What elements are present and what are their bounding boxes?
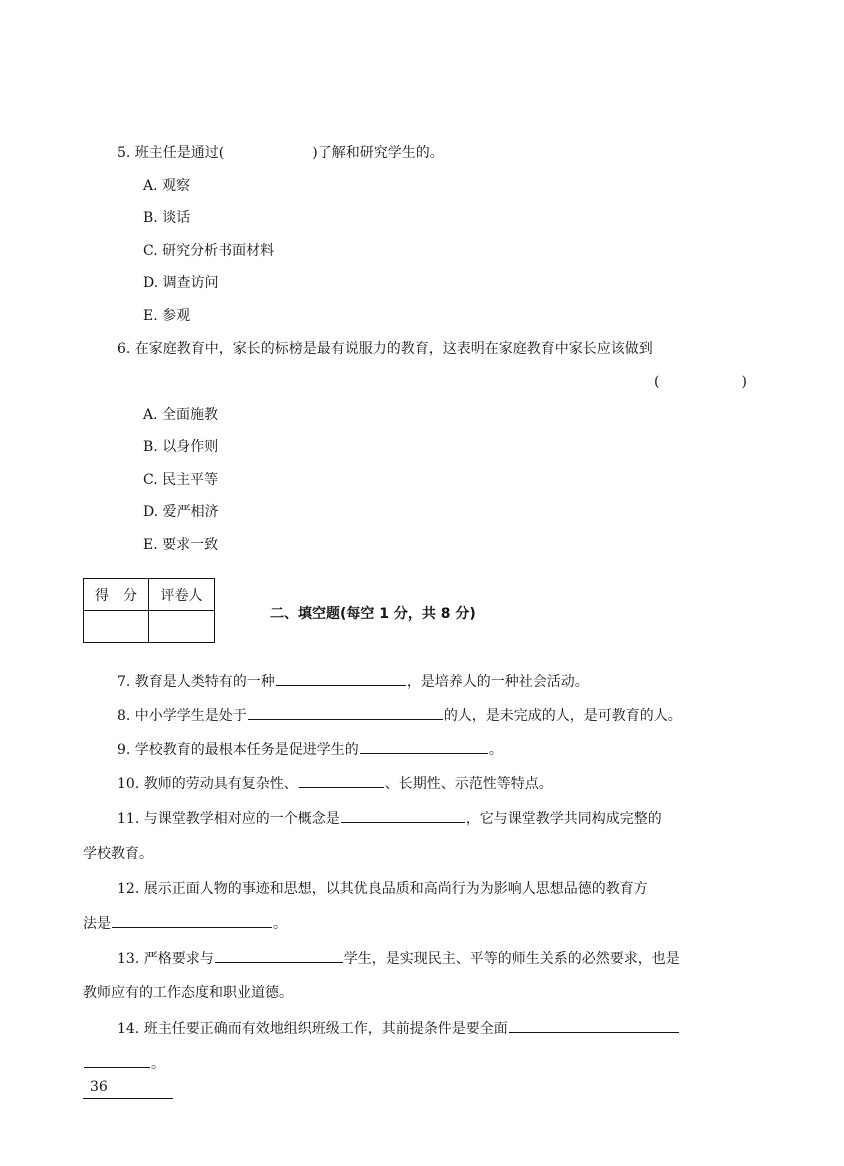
question-12: 12. 展示正面人物的事迹和思想，以其优良品质和高尚行为为影响人思想品德的教育方 xyxy=(117,881,648,897)
answer-blank[interactable] xyxy=(112,913,272,928)
answer-blank[interactable] xyxy=(248,705,443,720)
question-5-option-b: B. 谈话 xyxy=(143,210,191,226)
score-table xyxy=(83,578,215,643)
question-6-option-b: B. 以身作则 xyxy=(143,439,219,455)
grader-cell[interactable] xyxy=(149,611,215,643)
question-13: 13. 严格要求与 学生，是实现民主、平等的师生关系的必然要求，也是 xyxy=(117,948,680,969)
question-8: 8. 中小学学生是处于 的人，是未完成的人，是可教育的人。 xyxy=(117,705,682,726)
question-5-option-d: D. 调查访问 xyxy=(143,275,219,291)
question-5-option-a: A. 观察 xyxy=(143,178,191,194)
section-2-title: 二、填空题(每空 1 分，共 8 分) xyxy=(270,606,476,622)
answer-blank[interactable] xyxy=(84,1053,150,1068)
question-6-answer-paren: ( ) xyxy=(654,374,747,390)
grader-header: 评卷人 xyxy=(149,579,215,611)
question-6-option-a: A. 全面施教 xyxy=(143,407,219,423)
question-6-stem: 6. 在家庭教育中，家长的标榜是最有说服力的教育，这表明在家庭教育中家长应该做到 xyxy=(117,341,653,357)
question-11: 11. 与课堂教学相对应的一个概念是 ，它与课堂教学共同构成完整的 xyxy=(117,808,662,829)
question-10: 10. 教师的劳动具有复杂性、 、长期性、示范性等特点。 xyxy=(117,773,553,794)
score-header: 得 分 xyxy=(84,579,149,611)
question-6-option-d: D. 爱严相济 xyxy=(143,504,219,520)
question-11-continued: 学校教育。 xyxy=(83,846,153,862)
score-cell[interactable] xyxy=(84,611,149,643)
answer-blank[interactable] xyxy=(299,773,384,788)
question-9: 9. 学校教育的最根本任务是促进学生的 。 xyxy=(117,739,503,760)
question-5-option-e: E. 参观 xyxy=(143,308,191,324)
answer-blank[interactable] xyxy=(509,1018,679,1033)
question-13-continued: 教师应有的工作态度和职业道德。 xyxy=(83,985,293,1001)
question-14: 14. 班主任要正确而有效地组织班级工作，其前提条件是要全面 xyxy=(117,1018,680,1039)
footer-rule xyxy=(83,1098,173,1099)
question-5-stem: 5. 班主任是通过( )了解和研究学生的。 xyxy=(117,145,444,161)
question-6-option-e: E. 要求一致 xyxy=(143,537,219,553)
answer-blank[interactable] xyxy=(215,948,343,963)
answer-blank[interactable] xyxy=(360,739,488,754)
question-5-option-c: C. 研究分析书面材料 xyxy=(143,243,275,259)
answer-blank[interactable] xyxy=(276,671,406,686)
answer-blank[interactable] xyxy=(341,808,465,823)
question-6-option-c: C. 民主平等 xyxy=(143,472,219,488)
question-14-continued: 。 xyxy=(83,1053,165,1074)
question-7: 7. 教育是人类特有的一种 ，是培养人的一种社会活动。 xyxy=(117,671,589,692)
question-12-continued: 法是 。 xyxy=(83,913,287,934)
page-number: 36 xyxy=(90,1079,108,1095)
